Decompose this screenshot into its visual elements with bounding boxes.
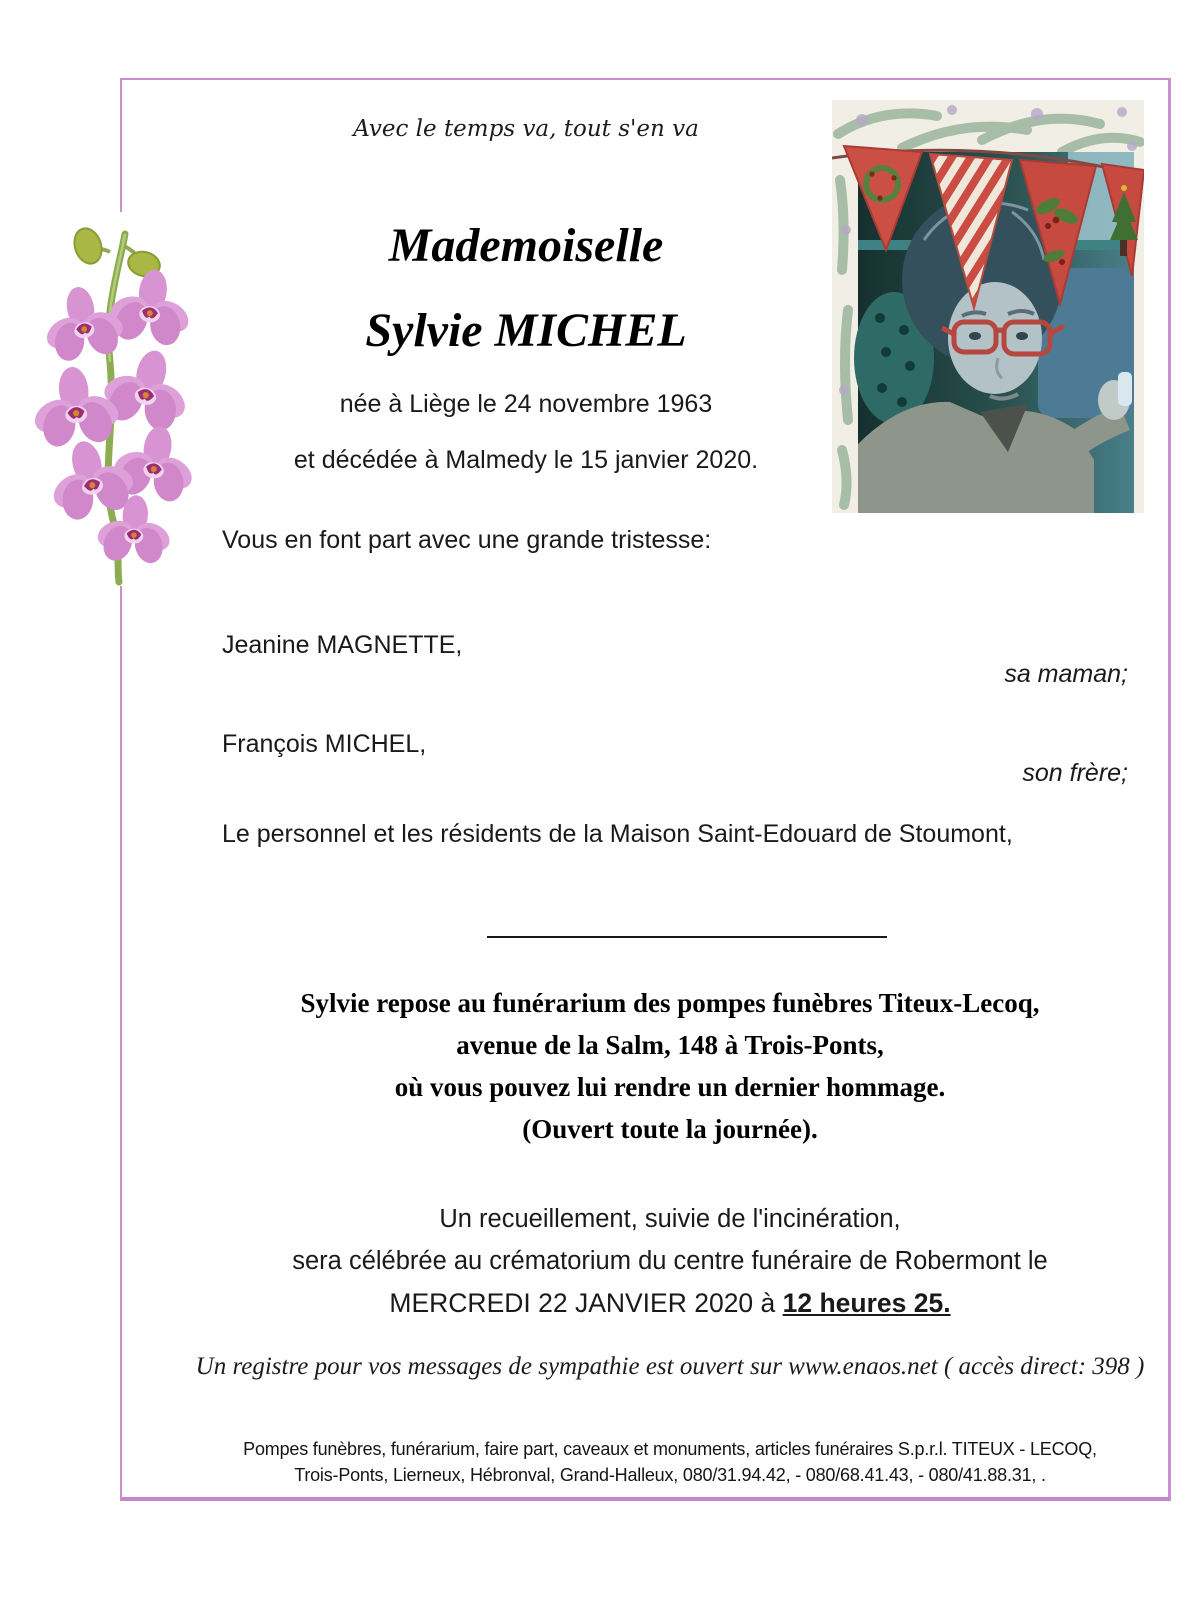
repose-line: (Ouvert toute la journée). [522, 1114, 818, 1144]
footer-line: Trois-Ponts, Lierneux, Hébronval, Grand-Halleux, 080/31.94.42, - 080/68.41.43, - 080/41.88.31, . [294, 1465, 1046, 1485]
epigraph: Avec le temps va, tout s'en va [353, 116, 699, 142]
repose-line: où vous pouvez lui rendre un dernier hommage. [394, 1072, 946, 1102]
repose-line: avenue de la Salm, 148 à Trois-Ponts, [456, 1030, 884, 1060]
repose-line: Sylvie repose au funérarium des pompes funèbres Titeux-Lecoq, [300, 988, 1040, 1018]
portrait-photo [832, 100, 1144, 513]
family-member-name: Jeanine MAGNETTE, [222, 631, 463, 659]
ceremony-time: 12 heures 25. [782, 1288, 951, 1318]
orchid-flower [28, 212, 208, 586]
bottle [1118, 372, 1132, 406]
staff-line: Le personnel et les résidents de la Maison Saint-Edouard de Stoumont, [222, 820, 1013, 848]
footer-line: Pompes funèbres, funérarium, faire part, caveaux et monuments, articles funéraires S.p.r.l. TITEUX - LECOQ, [243, 1439, 1097, 1459]
announcement-line: Vous en font part avec une grande tristesse: [222, 526, 712, 554]
portrait-illustration [832, 100, 1144, 513]
deceased-name: Sylvie MICHEL [365, 304, 687, 357]
funeral-home-footer [165, 1436, 1175, 1488]
ceremony-block [165, 1198, 1175, 1324]
family-member-relation: sa maman; [1004, 660, 1128, 688]
ceremony-line: sera célébrée au crématorium du centre funéraire de Robermont le [292, 1247, 1048, 1275]
family-member-relation: son frère; [1022, 759, 1128, 787]
ceremony-line: Un recueillement, suivie de l'incinération, [439, 1205, 901, 1233]
ceremony-date-prefix: MERCREDI 22 JANVIER 2020 à [389, 1288, 783, 1318]
register-line: Un registre pour vos messages de sympathie est ouvert sur www.enaos.net ( accès direct: 398 ) [195, 1353, 1145, 1380]
death-line: et décédée à Malmedy le 15 janvier 2020. [293, 446, 759, 474]
orchid-illustration [28, 212, 208, 586]
repose-block [165, 982, 1175, 1150]
ceremony-date-line [165, 1282, 1175, 1324]
birth-line: née à Liège le 24 novembre 1963 [339, 390, 713, 418]
separator-line [487, 936, 887, 938]
title-honorific: Mademoiselle [388, 219, 664, 272]
family-member-name: François MICHEL, [222, 730, 427, 758]
